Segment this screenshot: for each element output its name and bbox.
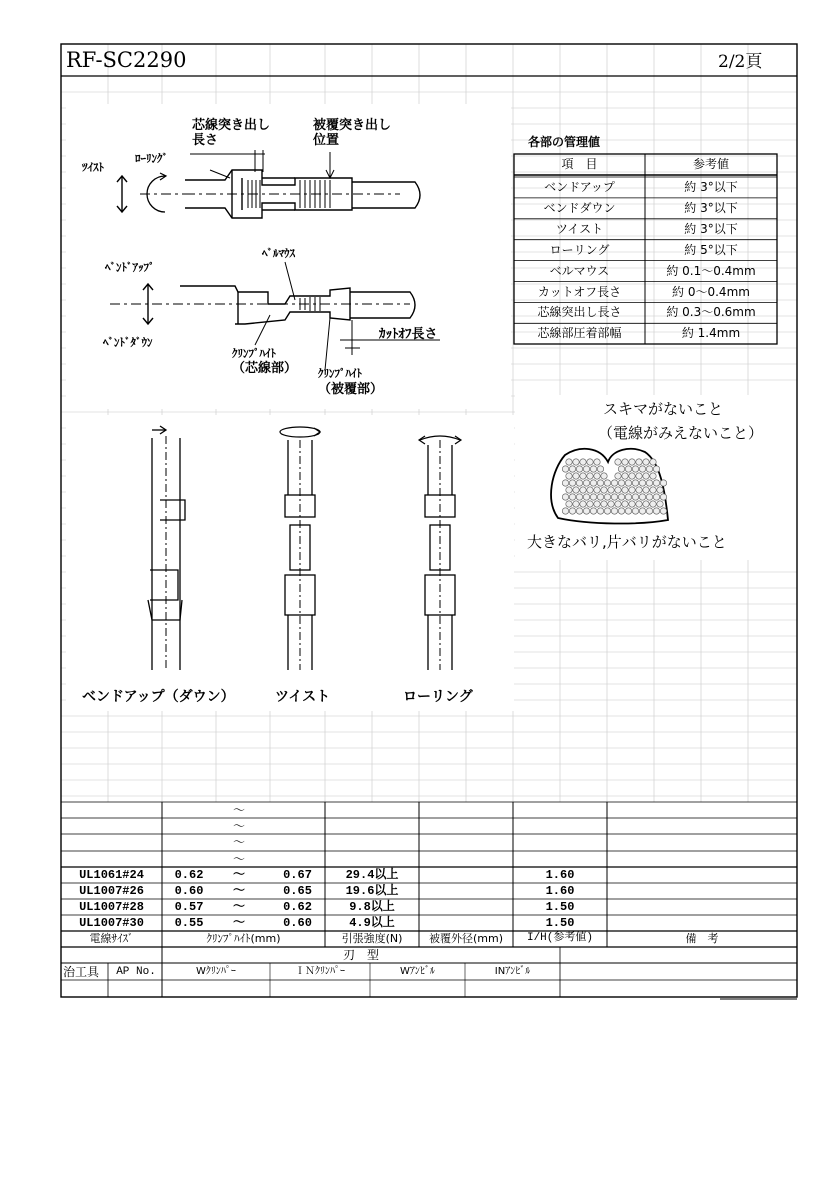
label-core-protrusion-1: 芯線突き出し bbox=[192, 118, 271, 133]
wire-row-0-ih: 1.60 bbox=[545, 868, 575, 882]
wire-row-3-max: 0.60 bbox=[283, 916, 312, 930]
spec-value-6: 約 0.3～0.6mm bbox=[666, 305, 756, 320]
empty-row-tilde-1: ～ bbox=[233, 819, 246, 833]
doc-number: RF-SC2290 bbox=[66, 48, 187, 72]
wire-row-0-max: 0.67 bbox=[283, 868, 312, 882]
label-bend-up-small: ﾍﾞﾝﾄﾞｱｯﾌﾟ bbox=[105, 261, 155, 274]
spec-col-item: 項 目 bbox=[561, 157, 598, 171]
tool-in-anvil: INｱﾝﾋﾞﾙ bbox=[494, 966, 531, 977]
spec-table-title: 各部の管理値 bbox=[528, 135, 601, 149]
spec-item-7: 芯線部圧着部幅 bbox=[537, 326, 622, 341]
label-bend-down-small: ﾍﾞﾝﾄﾞﾀﾞｳﾝ bbox=[103, 336, 153, 349]
col-ih: I/H(参考値) bbox=[526, 932, 593, 944]
empty-row-tilde-0: ～ bbox=[233, 803, 246, 817]
view-label-rolling: ローリング bbox=[403, 689, 473, 705]
tool-w-crimper: Wｸﾘﾝﾊﾟｰ bbox=[196, 966, 236, 977]
wire-row-3-min: 0.55 bbox=[174, 916, 204, 930]
col-crimp-height: ｸﾘﾝﾌﾟﾊｲﾄ(mm) bbox=[206, 932, 281, 945]
spec-value-1: 約 3°以下 bbox=[684, 200, 738, 215]
wire-row-1-wire: UL1007#26 bbox=[79, 884, 144, 898]
view-label-bend: ベンドアップ（ダウン） bbox=[82, 689, 235, 705]
label-crimp-core-2: （芯線部） bbox=[232, 361, 298, 376]
label-crimp-cover-1: ｸﾘﾝﾌﾟﾊｲﾄ bbox=[318, 367, 362, 380]
label-twist-small: ﾂｲｽﾄ bbox=[82, 161, 104, 174]
tool-w-anvil: Wｱﾝﾋﾞﾙ bbox=[400, 966, 435, 977]
note-no-gap: スキマがないこと bbox=[603, 400, 724, 418]
spec-item-4: ベルマウス bbox=[549, 263, 610, 278]
wire-row-1-min: 0.60 bbox=[174, 884, 204, 898]
spec-item-3: ローリング bbox=[549, 242, 610, 257]
spec-item-2: ツイスト bbox=[555, 221, 604, 236]
wire-row-2-max: 0.62 bbox=[283, 900, 312, 914]
label-rolling-small: ﾛｰﾘﾝｸﾞ bbox=[135, 152, 168, 165]
wire-row-3-tensile: 4.9以上 bbox=[349, 916, 395, 930]
col-tensile: 引張強度(N) bbox=[341, 932, 403, 945]
spec-item-6: 芯線突出し長さ bbox=[537, 305, 622, 320]
wire-row-1-tilde: ～ bbox=[233, 884, 246, 898]
wire-row-2-tensile: 9.8以上 bbox=[349, 900, 395, 914]
wire-row-1-ih: 1.60 bbox=[545, 884, 575, 898]
tool-ap-no: AP No. bbox=[116, 966, 156, 978]
spec-item-1: ベンドダウン bbox=[543, 200, 616, 215]
spec-value-0: 約 3°以下 bbox=[684, 180, 738, 194]
col-wire-size: 電線ｻｲｽﾞ bbox=[89, 932, 134, 945]
wire-row-0-wire: UL1061#24 bbox=[79, 868, 144, 882]
spec-value-7: 約 1.4mm bbox=[681, 326, 741, 341]
label-core-protrusion-2: 長さ bbox=[192, 133, 219, 148]
wire-row-2-ih: 1.50 bbox=[545, 900, 575, 914]
col-cover-od: 被覆外径(mm) bbox=[428, 932, 503, 945]
tool-blade: 刃 型 bbox=[342, 948, 379, 962]
wire-row-3-ih: 1.50 bbox=[545, 916, 575, 930]
wire-row-1-tensile: 19.6以上 bbox=[345, 884, 399, 898]
tool-jig: 治工具 bbox=[63, 965, 100, 979]
wire-row-0-tilde: ～ bbox=[233, 868, 246, 882]
empty-row-tilde-2: ～ bbox=[233, 835, 246, 849]
wire-row-0-tensile: 29.4以上 bbox=[345, 868, 399, 882]
spec-value-3: 約 5°以下 bbox=[684, 242, 738, 257]
spec-value-4: 約 0.1～0.4mm bbox=[666, 263, 756, 278]
label-cover-protrusion-2: 位置 bbox=[313, 133, 340, 148]
label-cover-protrusion-1: 被覆突き出し bbox=[313, 118, 392, 133]
spec-value-5: 約 0～0.4mm bbox=[672, 284, 750, 299]
spec-item-5: カットオフ長さ bbox=[537, 284, 622, 299]
wire-row-2-min: 0.57 bbox=[174, 900, 204, 914]
note-no-burr: 大きなバリ,片バリがないこと bbox=[527, 533, 727, 551]
label-bellmouth: ﾍﾞﾙﾏｳｽ bbox=[262, 247, 295, 260]
wire-row-2-tilde: ～ bbox=[233, 900, 246, 914]
wire-row-2-wire: UL1007#28 bbox=[79, 900, 144, 914]
col-remarks: 備 考 bbox=[685, 932, 719, 945]
spec-item-0: ベンドアップ bbox=[544, 180, 615, 194]
crimp-cross-section bbox=[551, 449, 668, 524]
wire-row-1-max: 0.65 bbox=[283, 884, 312, 898]
label-cutoff: ｶｯﾄｵﾌ長さ bbox=[379, 327, 438, 342]
label-crimp-cover-2: （被覆部） bbox=[318, 382, 384, 397]
spec-value-2: 約 3°以下 bbox=[684, 221, 738, 236]
view-label-twist: ツイスト bbox=[275, 689, 331, 705]
tool-in-crimper: ＩＮｸﾘﾝﾊﾟｰ bbox=[295, 966, 345, 977]
page-number: 2/2頁 bbox=[718, 52, 763, 72]
wire-row-3-tilde: ～ bbox=[233, 916, 246, 930]
wire-row-3-wire: UL1007#30 bbox=[79, 916, 144, 930]
wire-row-0-min: 0.62 bbox=[174, 868, 204, 882]
note-no-wire-visible: （電線がみえないこと） bbox=[598, 424, 764, 442]
label-crimp-core-1: ｸﾘﾝﾌﾟﾊｲﾄ bbox=[232, 347, 276, 360]
empty-row-tilde-3: ～ bbox=[233, 852, 246, 866]
spec-col-ref: 参考値 bbox=[692, 157, 729, 171]
